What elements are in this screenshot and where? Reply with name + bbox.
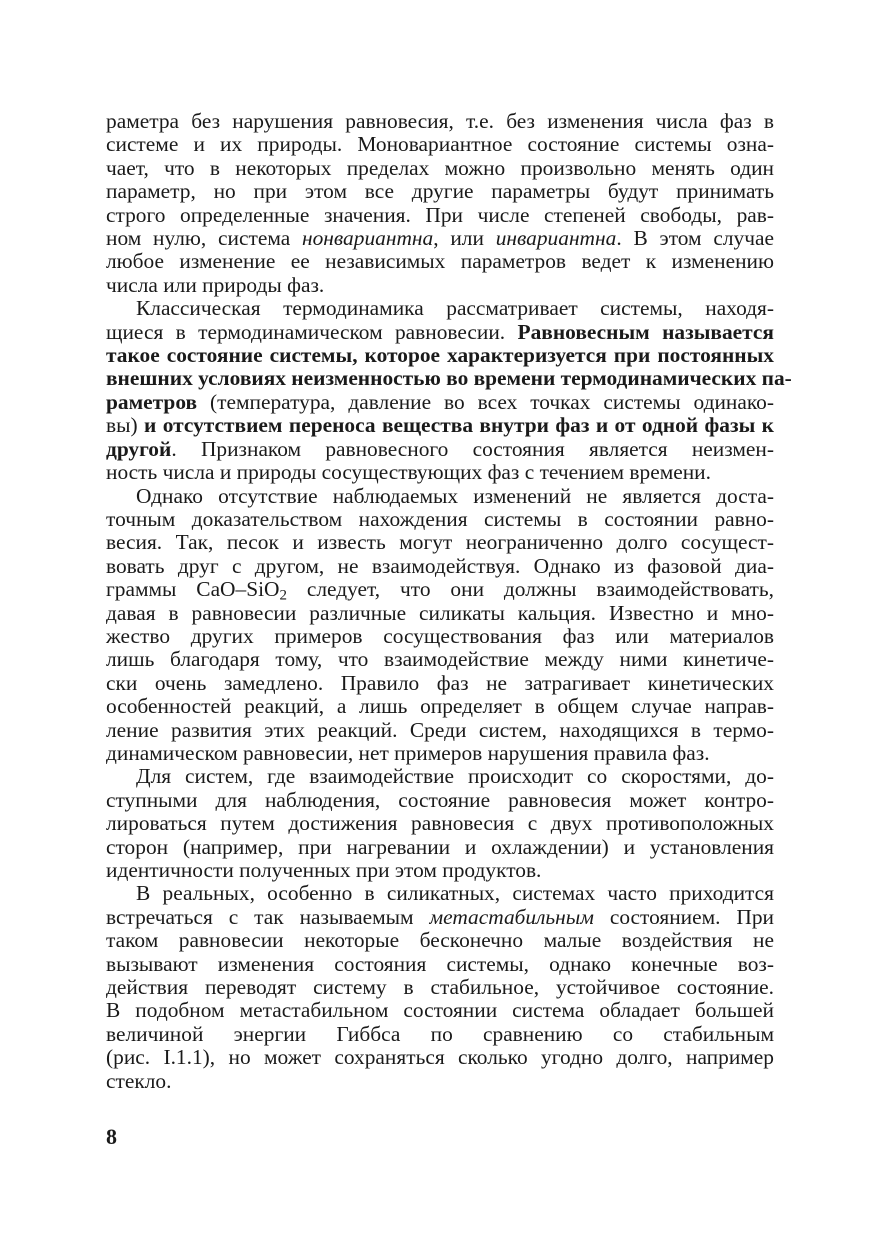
text-run: идентичности полученных при этом продуктов. [106,858,542,882]
text-run: , или [433,226,496,251]
text-run: встречаться с так называемым [106,904,430,929]
text-run: действия переводят систему в стабильное, устойчивое состояние. [106,975,774,1000]
text-run: точным доказательством нахождения системы в состоянии равно- [106,506,774,531]
text-line [106,765,774,788]
text-line [106,366,792,391]
bold-text: раметров [106,389,198,414]
text-line [106,602,774,625]
text-line [106,461,774,484]
text-run: параметр, но при этом все другие параметры будут принимать [106,179,774,204]
text-line [106,157,774,180]
text-run: чает, что в некоторых пределах можно произвольно менять один [106,155,774,180]
text-line [106,1070,774,1093]
text-run: ступными для наблюдения, состояние равновесия может контро- [106,787,774,812]
paragraph [106,882,774,1093]
text-line [106,672,774,695]
text-line [106,742,774,765]
text-run: (рис. I.1.1), но может сохраняться сколько угодно долго, например [106,1045,774,1070]
text-line [106,929,774,952]
text-line [106,1046,774,1069]
text-line [106,438,774,461]
text-run: ски очень замедлено. Правило фаз не затрагивает кинетических [106,670,774,695]
text-run: любое изменение ее независимых параметров ведет к изменению [106,249,774,274]
text-line [106,648,774,671]
text-line [106,133,774,156]
text-line [106,789,774,812]
text-line [106,906,774,929]
text-line [106,391,774,414]
text-run: сторон (например, при нагревании и охлаждении) и установления [106,834,774,859]
text-run: Классическая термодинамика рассматривает системы, находя- [136,296,774,321]
text-run: ление развития этих реакций. Среди систем, находящихся в термо- [106,717,774,742]
text-run: следует, что они должны взаимодействовать, [286,577,774,602]
text-line [106,812,774,835]
text-line [106,859,774,882]
text-line [106,882,774,905]
paragraph [106,296,792,485]
text-line [106,180,774,203]
paragraph [106,765,774,882]
paragraph [106,110,774,297]
text-run: В подобном метастабильном состоянии система обладает большей [106,998,774,1023]
text-line [106,953,774,976]
text-line [106,625,774,648]
text-line [106,414,774,437]
text-run: вовать друг с другом, не взаимодействуя. Однако из фазовой диа- [106,553,774,578]
text-line [106,274,774,297]
text-run: лишь благодаря тому, что взаимодействие между ними кинетиче- [106,647,774,672]
text-run: (температура, давление во всех точках системы одинако- [197,389,774,414]
text-run: давая в равновесии различные силикаты кальция. Известно и мно- [106,600,774,625]
text-line [106,999,774,1022]
text-run: строго определенные значения. При числе степеней свободы, рав- [106,202,774,227]
text-run: весия. Так, песок и известь могут неограниченно долго сосущест- [106,530,774,555]
italic-term: инвариантна [495,226,617,251]
text-run: граммы CaO–SiO [106,577,280,602]
bold-text: внешних условиях неизменностью во времени термодинамических па- [106,366,792,391]
text-run: Для систем, где взаимодействие происходит со скоростями, до- [136,764,774,789]
bold-text: другой [106,436,172,461]
text-line [106,1023,774,1046]
text-run: . В этом случае [616,226,774,251]
text-line [106,297,774,320]
text-line [106,204,774,227]
text-run: величиной энергии Гиббса по сравнению со стабильным [106,1021,774,1046]
text-run: лироваться путем достижения равновесия с двух противоположных [106,811,774,836]
text-run: динамическом равновесии, нет примеров нарушения правила фаз. [106,740,710,765]
text-line [106,976,774,999]
text-run: ность числа и природы сосуществующих фаз с течением времени. [106,460,711,485]
subscript: 2 [279,587,287,604]
text-run: вызывают изменения состояния системы, однако конечные воз- [106,951,774,976]
text-line [106,321,774,344]
text-line [106,250,774,273]
text-run: щиеся в термодинамическом равновесии. [106,319,518,344]
text-line [106,110,774,133]
text-line [106,577,774,604]
text-run: жество других примеров сосуществования фаз или материалов [106,623,774,648]
text-run: системе и их природы. Моновариантное состояние системы озна- [106,132,774,157]
text-run: особенностей реакций, а лишь определяет в общем случае направ- [106,694,774,719]
text-line [106,555,774,578]
text-line [106,227,774,250]
page-number: 8 [106,1124,117,1149]
bold-text: и отсутствием переноса вещества внутри фаз и от одной фазы к [143,413,774,438]
text-line [106,695,774,718]
text-run: вы) [106,413,144,438]
text-run: таком равновесии некоторые бесконечно малые воздействия не [106,928,774,953]
text-line [106,836,774,859]
bold-text: Равновесным называется [517,319,774,344]
text-run: состоянием. При [593,904,774,929]
text-line [106,344,774,367]
paragraph [106,485,774,766]
bold-text: такое состояние системы, которое характеризуется при постоянных [106,343,774,368]
text-line [106,719,774,742]
italic-term: нонвариантна [302,226,434,251]
text-line [106,508,774,531]
text-line [106,485,774,508]
italic-term: метастабильным [429,904,594,929]
page-body [106,109,792,1093]
text-run: . Признаком равновесного состояния является неизмен- [171,436,774,461]
text-run: В реальных, особенно в силикатных, системах часто приходится [136,881,774,906]
text-run: стекло. [106,1068,172,1093]
text-run: раметра без нарушения равновесия, т.е. без изменения числа фаз в [106,109,774,133]
text-run: ном нулю, система [106,226,302,251]
text-line [106,531,774,554]
text-run: Однако отсутствие наблюдаемых изменений не является доста- [136,483,774,508]
text-run: числа или природы фаз. [106,272,325,297]
